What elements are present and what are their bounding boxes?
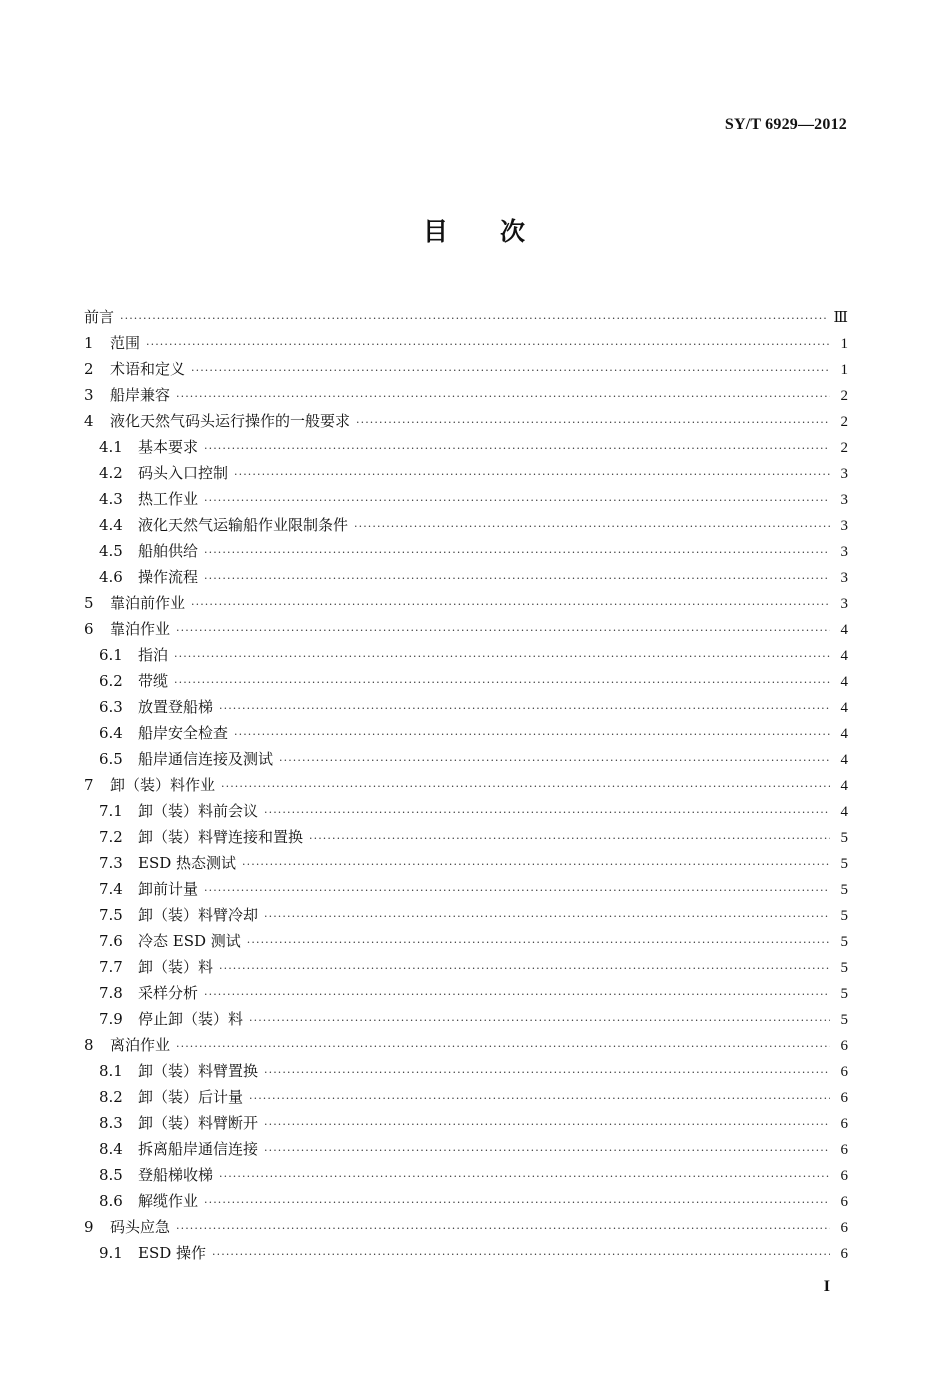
toc-entry-page: 6 (840, 1194, 848, 1210)
toc-entry-page: 4 (840, 674, 848, 690)
toc-entry[interactable] (84, 538, 848, 564)
toc-entry-page: 6 (840, 1246, 848, 1262)
toc-entry-label: 登船梯收梯 (138, 1166, 214, 1184)
toc-entry[interactable] (84, 1084, 848, 1110)
toc-entry[interactable] (84, 486, 848, 512)
toc-entry[interactable] (84, 850, 848, 876)
toc-entry-number: 8.1 (99, 1062, 123, 1080)
toc-entry-label: 船岸通信连接及测试 (138, 750, 274, 768)
toc-dot-leader (204, 878, 830, 904)
toc-entry-label: 放置登船梯 (138, 698, 214, 716)
toc-entry[interactable] (84, 304, 848, 330)
toc-entry-number: 1 (84, 334, 94, 352)
toc-entry-number: 8 (84, 1036, 94, 1054)
toc-entry-page: 5 (840, 986, 848, 1002)
toc-entry-page: 4 (840, 804, 848, 820)
toc-dot-leader (219, 1164, 830, 1190)
toc-entry[interactable] (84, 980, 848, 1006)
toc-dot-leader (204, 540, 830, 566)
toc-entry[interactable] (84, 408, 848, 434)
toc-dot-leader (264, 1138, 830, 1164)
toc-entry-label: 带缆 (138, 672, 169, 690)
toc-entry[interactable] (84, 1136, 848, 1162)
toc-entry-label: 液化天然气运输船作业限制条件 (138, 516, 349, 534)
toc-entry-page: 4 (840, 700, 848, 716)
toc-entry-number: 7.6 (99, 932, 123, 950)
toc-entry-label: 船舶供给 (138, 542, 199, 560)
toc-entry-number: 8.4 (99, 1140, 123, 1158)
toc-entry[interactable] (84, 928, 848, 954)
toc-entry-label: 卸（装）料臂断开 (138, 1114, 259, 1132)
toc-entry-number: 7.1 (99, 802, 123, 820)
toc-entry-page: 4 (840, 622, 848, 638)
toc-dot-leader (279, 748, 830, 774)
toc-entry[interactable] (84, 1188, 848, 1214)
toc-entry-number: 3 (84, 386, 94, 404)
page-title-char-1: 目 (422, 217, 450, 246)
toc-dot-leader (191, 358, 830, 384)
toc-dot-leader (264, 800, 830, 826)
toc-entry-page: 5 (840, 1012, 848, 1028)
toc-entry-number: 8.2 (99, 1088, 123, 1106)
toc-entry[interactable] (84, 1214, 848, 1240)
toc-entry[interactable] (84, 1058, 848, 1084)
toc-entry-label: 码头入口控制 (138, 464, 229, 482)
toc-entry-label: 前言 (84, 308, 115, 326)
toc-entry-number: 6.2 (99, 672, 123, 690)
toc-entry-label: 基本要求 (138, 438, 199, 456)
toc-dot-leader (176, 1034, 830, 1060)
toc-entry-label: 指泊 (138, 646, 169, 664)
toc-entry-page: 5 (840, 908, 848, 924)
toc-entry[interactable] (84, 1032, 848, 1058)
toc-entry-number: 6.3 (99, 698, 123, 716)
toc-dot-leader (242, 852, 830, 878)
toc-entry-page: 6 (840, 1116, 848, 1132)
toc-entry-number: 7.8 (99, 984, 123, 1002)
toc-entry-page: 3 (840, 570, 848, 586)
toc-entry-page: 6 (840, 1090, 848, 1106)
page-title (0, 212, 950, 248)
toc-entry[interactable] (84, 902, 848, 928)
toc-entry[interactable] (84, 746, 848, 772)
toc-entry-page: 5 (840, 882, 848, 898)
toc-entry-number: 6.5 (99, 750, 123, 768)
toc-dot-leader (174, 644, 830, 670)
toc-entry-label: 船岸兼容 (110, 386, 171, 404)
toc-entry-page: 4 (840, 648, 848, 664)
toc-dot-leader (204, 1190, 830, 1216)
toc-entry[interactable] (84, 720, 848, 746)
toc-entry-number: 8.6 (99, 1192, 123, 1210)
toc-dot-leader (219, 696, 830, 722)
toc-entry-label: 液化天然气码头运行操作的一般要求 (110, 412, 351, 430)
toc-entry-page: 6 (840, 1142, 848, 1158)
toc-entry[interactable] (84, 616, 848, 642)
toc-entry-page: 2 (840, 414, 848, 430)
toc-entry-label: 卸（装）料 (138, 958, 214, 976)
toc-dot-leader (356, 410, 830, 436)
toc-dot-leader (221, 774, 830, 800)
toc-entry-number: 9 (84, 1218, 94, 1236)
toc-dot-leader (354, 514, 830, 540)
toc-dot-leader (176, 618, 830, 644)
toc-entry-label: 卸（装）料前会议 (138, 802, 259, 820)
toc-dot-leader (249, 1008, 830, 1034)
standard-code: SY/T 6929—2012 (724, 116, 847, 133)
toc-entry-page: 6 (840, 1064, 848, 1080)
toc-entry-number: 7.9 (99, 1010, 123, 1028)
toc-entry[interactable] (84, 512, 848, 538)
toc-entry-number: 7 (84, 776, 94, 794)
toc-entry[interactable] (84, 434, 848, 460)
toc-entry-page: 6 (840, 1038, 848, 1054)
toc-entry-number: 6 (84, 620, 94, 638)
toc-entry-page: 1 (840, 362, 848, 378)
toc-entry[interactable] (84, 330, 848, 356)
toc-entry-number: 5 (84, 594, 94, 612)
toc-dot-leader (234, 462, 830, 488)
toc-entry[interactable] (84, 460, 848, 486)
toc-entry-label: 解缆作业 (138, 1192, 199, 1210)
toc-entry-number: 7.3 (99, 854, 123, 872)
toc-entry[interactable] (84, 590, 848, 616)
toc-entry-number: 9.1 (99, 1244, 123, 1262)
toc-entry-number: 4.1 (99, 438, 123, 456)
toc-dot-leader (264, 1060, 830, 1086)
toc-entry-label: 卸（装）料作业 (110, 776, 216, 794)
toc-entry-page: 2 (840, 440, 848, 456)
toc-dot-leader (176, 384, 830, 410)
toc-entry-label: 范围 (110, 334, 141, 352)
toc-dot-leader (264, 904, 830, 930)
toc-entry-page: 2 (840, 388, 848, 404)
toc-entry-label: 热工作业 (138, 490, 199, 508)
toc-entry-page: 3 (840, 492, 848, 508)
toc-dot-leader (309, 826, 830, 852)
toc-entry-label: 冷态 ESD 测试 (138, 932, 241, 950)
toc-entry-page: 3 (840, 544, 848, 560)
toc-dot-leader (204, 566, 830, 592)
toc-entry-page: 5 (840, 960, 848, 976)
toc-dot-leader (247, 930, 830, 956)
toc-entry-number: 7.2 (99, 828, 123, 846)
toc-dot-leader (204, 488, 830, 514)
toc-entry-label: 离泊作业 (110, 1036, 171, 1054)
toc-entry-page: 5 (840, 856, 848, 872)
toc-entry-number: 6.1 (99, 646, 123, 664)
toc-dot-leader (204, 982, 830, 1008)
page-title-char-2: 次 (500, 217, 528, 246)
toc-entry-label: ESD 操作 (138, 1244, 207, 1262)
toc-entry-label: 船岸安全检查 (138, 724, 229, 742)
toc-entry-number: 8.5 (99, 1166, 123, 1184)
toc-entry-page: 3 (840, 596, 848, 612)
toc-entry-number: 7.5 (99, 906, 123, 924)
toc-entry[interactable] (84, 824, 848, 850)
toc-dot-leader (204, 436, 830, 462)
toc-dot-leader (212, 1242, 830, 1268)
toc-entry-label: 卸前计量 (138, 880, 199, 898)
toc-entry-number: 7.7 (99, 958, 123, 976)
toc-entry-label: 卸（装）料臂置换 (138, 1062, 259, 1080)
toc-entry[interactable] (84, 356, 848, 382)
toc-dot-leader (174, 670, 830, 696)
toc-entry-label: 采样分析 (138, 984, 199, 1002)
toc-entry-page: 6 (840, 1220, 848, 1236)
toc-entry-page: 5 (840, 830, 848, 846)
toc-entry[interactable] (84, 642, 848, 668)
toc-entry-page: 6 (840, 1168, 848, 1184)
toc-entry-number: 8.3 (99, 1114, 123, 1132)
toc-entry-page: 4 (840, 726, 848, 742)
toc-entry-number: 7.4 (99, 880, 123, 898)
toc-dot-leader (146, 332, 830, 358)
toc-entry[interactable] (84, 1162, 848, 1188)
toc-dot-leader (219, 956, 830, 982)
toc-entry-label: 卸（装）后计量 (138, 1088, 244, 1106)
toc-dot-leader (191, 592, 830, 618)
toc-entry-page: 3 (840, 518, 848, 534)
toc-entry[interactable] (84, 382, 848, 408)
toc-entry-label: 码头应急 (110, 1218, 171, 1236)
toc-entry[interactable] (84, 954, 848, 980)
toc-entry-number: 2 (84, 360, 94, 378)
toc-entry-page: Ⅲ (833, 310, 848, 326)
toc-entry-label: 拆离船岸通信连接 (138, 1140, 259, 1158)
toc-entry-page: 1 (840, 336, 848, 352)
page-number: I (823, 1278, 830, 1295)
toc-entry[interactable] (84, 694, 848, 720)
toc-entry-label: 操作流程 (138, 568, 199, 586)
toc-entry-label: 靠泊前作业 (110, 594, 186, 612)
toc-entry[interactable] (84, 1240, 848, 1266)
toc-entry[interactable] (84, 798, 848, 824)
toc-entry-label: 卸（装）料臂冷却 (138, 906, 259, 924)
toc-entry-number: 4.5 (99, 542, 123, 560)
toc-entry[interactable] (84, 772, 848, 798)
toc-entry-number: 4.4 (99, 516, 123, 534)
table-of-contents (84, 304, 848, 1266)
toc-entry-number: 4.6 (99, 568, 123, 586)
toc-dot-leader (234, 722, 830, 748)
toc-entry-label: ESD 热态测试 (138, 854, 237, 872)
toc-entry-number: 4.3 (99, 490, 123, 508)
toc-entry-label: 靠泊作业 (110, 620, 171, 638)
toc-entry-label: 卸（装）料臂连接和置换 (138, 828, 304, 846)
toc-entry-page: 4 (840, 778, 848, 794)
toc-entry-number: 4 (84, 412, 94, 430)
toc-entry[interactable] (84, 1006, 848, 1032)
toc-entry-label: 停止卸（装）料 (138, 1010, 244, 1028)
toc-entry[interactable] (84, 876, 848, 902)
toc-entry[interactable] (84, 1110, 848, 1136)
toc-entry-page: 3 (840, 466, 848, 482)
toc-entry-number: 4.2 (99, 464, 123, 482)
toc-dot-leader (249, 1086, 830, 1112)
toc-entry[interactable] (84, 564, 848, 590)
toc-entry[interactable] (84, 668, 848, 694)
toc-dot-leader (264, 1112, 830, 1138)
toc-entry-page: 5 (840, 934, 848, 950)
toc-dot-leader (120, 306, 828, 332)
toc-entry-number: 6.4 (99, 724, 123, 742)
toc-dot-leader (176, 1216, 830, 1242)
toc-entry-page: 4 (840, 752, 848, 768)
toc-entry-label: 术语和定义 (110, 360, 186, 378)
